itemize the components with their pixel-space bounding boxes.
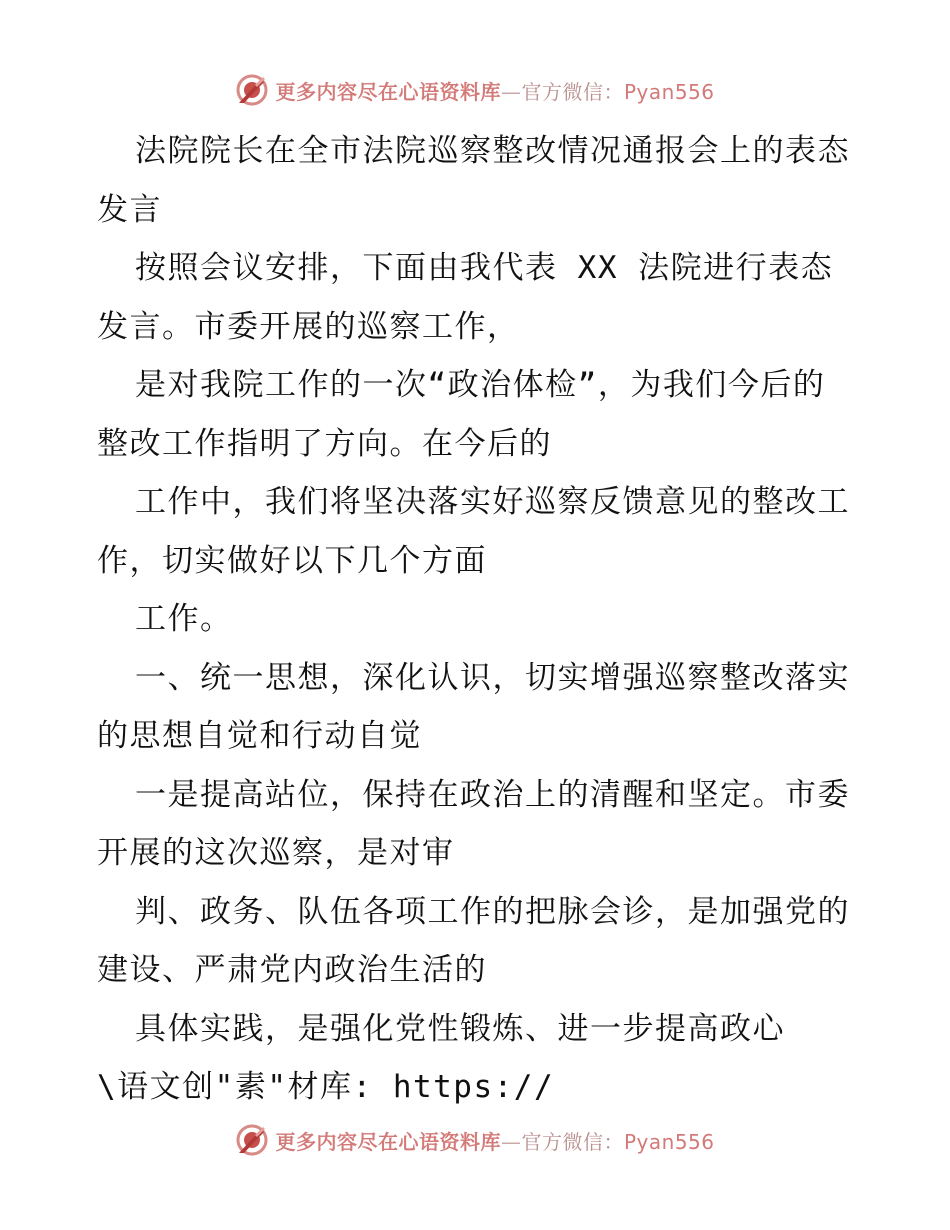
feather-quill-icon — [235, 73, 269, 107]
watermark-site-name: 更多内容尽在心语资料库 — [275, 79, 501, 104]
watermark-separator: — — [500, 1129, 522, 1154]
paragraph: 按照会议安排，下面由我代表 XX 法院进行表态发言。市委开展的巡察工作， — [97, 250, 834, 345]
watermark-site-name: 更多内容尽在心语资料库 — [275, 1129, 501, 1154]
paragraph: 工作。 — [135, 601, 233, 637]
paragraph: 一是提高站位，保持在政治上的清醒和坚定。市委开展的这次巡察，是对审 — [97, 776, 850, 871]
feather-quill-icon — [235, 1123, 269, 1157]
watermark-footer — [0, 1120, 950, 1160]
paragraph: 是对我院工作的一次“政治体检”，为我们今后的整改工作指明了方向。在今后的 — [97, 367, 826, 462]
section-heading: 一、统一思想，深化认识，切实增强巡察整改落实的思想自觉和行动自觉 — [97, 659, 850, 754]
source-line: \语文创"素"材库: https:// — [97, 1069, 555, 1105]
watermark-wechat-id: Pyan556 — [623, 79, 715, 104]
watermark-text — [275, 76, 714, 105]
watermark-separator: — — [500, 79, 522, 104]
paragraph: 工作中，我们将坚决落实好巡察反馈意见的整改工作，切实做好以下几个方面 — [97, 484, 850, 579]
paragraph: 判、政务、队伍各项工作的把脉会诊，是加强党的建设、严肃党内政治生活的 — [97, 893, 850, 988]
watermark-header — [0, 70, 950, 110]
watermark-text — [275, 1126, 714, 1155]
document-title: 法院院长在全市法院巡察整改情况通报会上的表态发言 — [97, 133, 850, 228]
watermark-wechat-label: 官方微信： — [521, 79, 624, 104]
paragraph: 具体实践，是强化党性锻炼、进一步提高政心 — [135, 1010, 785, 1047]
document-body — [97, 122, 857, 1117]
watermark-wechat-label: 官方微信： — [521, 1129, 624, 1154]
watermark-wechat-id: Pyan556 — [623, 1129, 715, 1154]
